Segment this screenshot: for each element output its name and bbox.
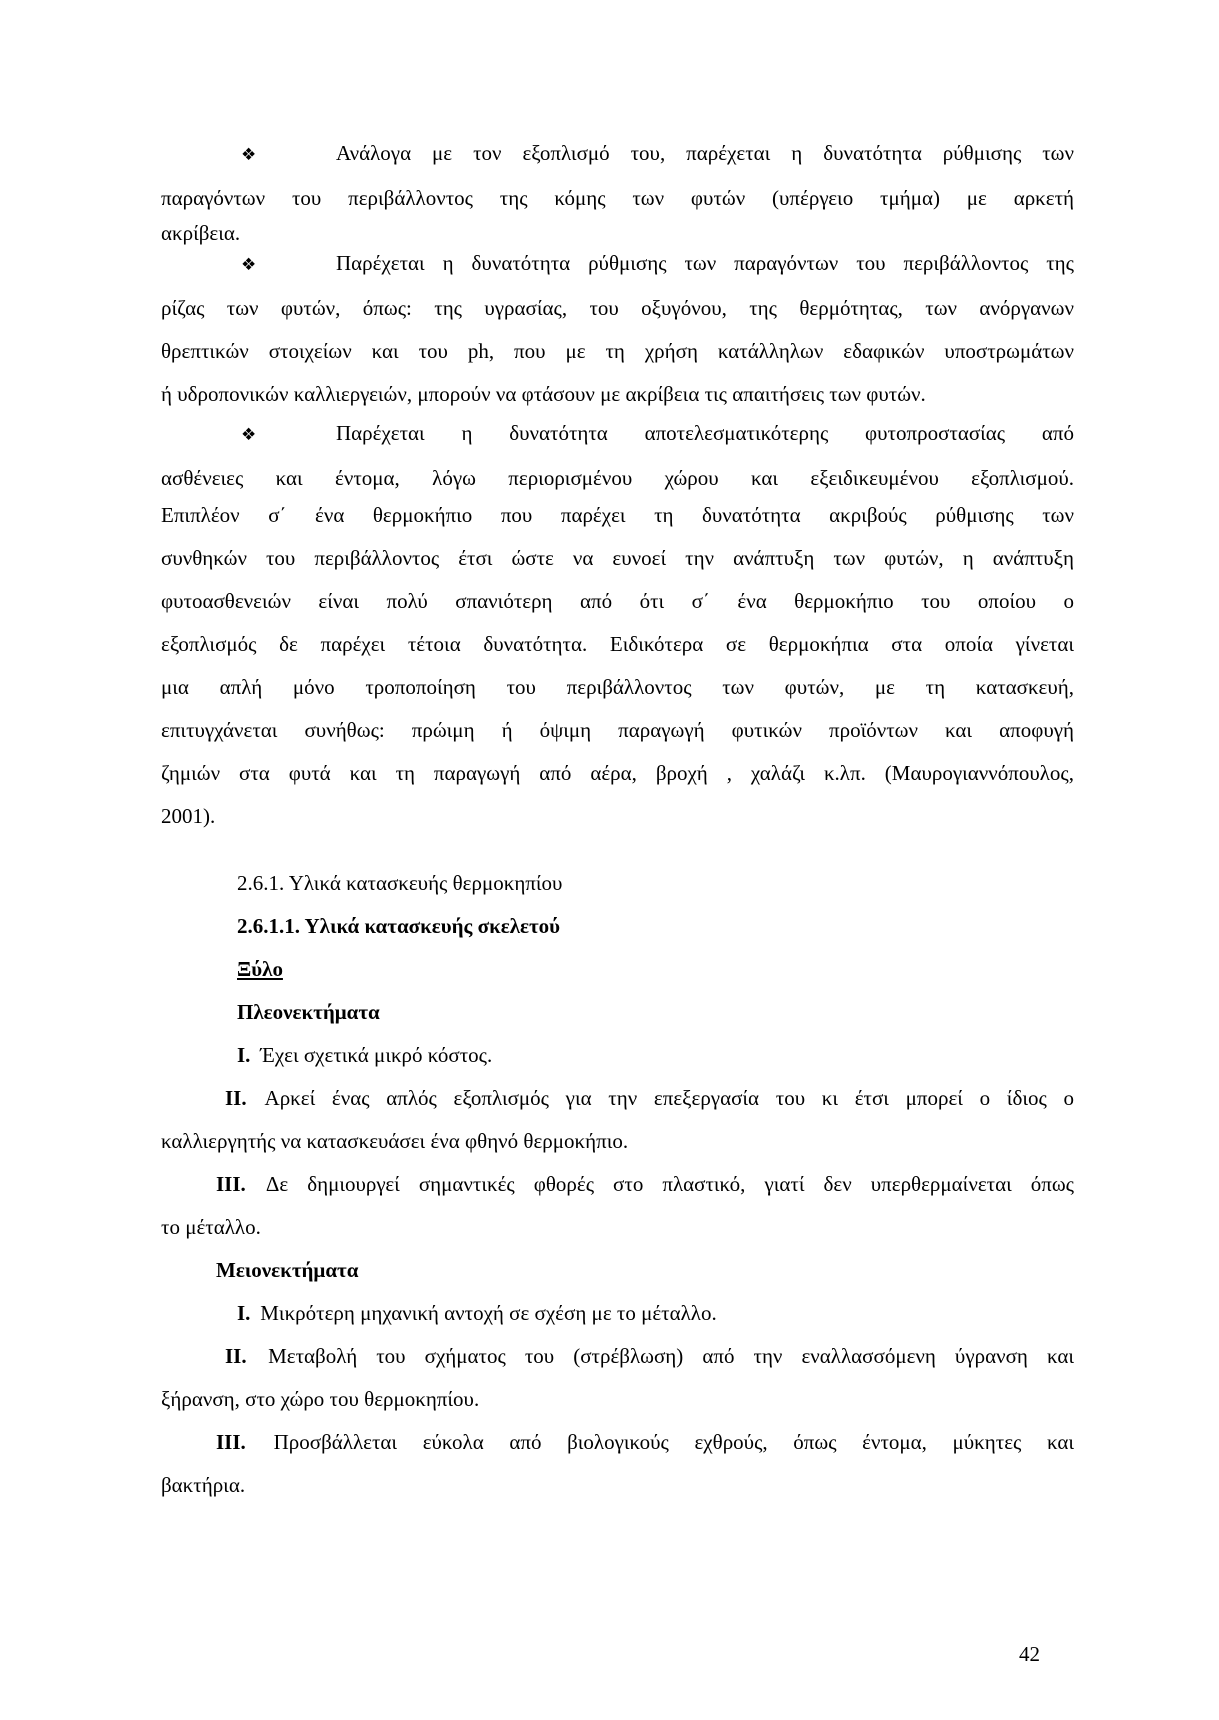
list-item-cont: καλλιεργητής να κατασκευάσει ένα φθηνό θερμοκήπιο. <box>161 1129 629 1153</box>
paragraph-line: συνθηκών του περιβάλλοντος έτσι ώστε να ευνοεί την ανάπτυξη των φυτών, η ανάπτυξη <box>161 546 1074 570</box>
list-item <box>161 1292 1074 1335</box>
list-item-cont: βακτήρια. <box>161 1473 246 1497</box>
bullet-line: ασθένειες και έντομα, λόγω περιορισμένου χώρου και εξειδικευμένου εξοπλισμού. <box>161 466 1074 490</box>
paragraph-line: 2001). <box>161 804 216 828</box>
section-heading: 2.6.1. Υλικά κατασκευής θερμοκηπίου <box>237 871 563 895</box>
list-item <box>161 1077 1074 1120</box>
advantages-list <box>161 1034 1074 1249</box>
diamond-bullet-icon: ❖ <box>241 425 257 445</box>
section-block <box>161 862 1074 1034</box>
paragraph-line: φυτοασθενειών είναι πολύ σπανιότερη από ότι σ΄ ένα θερμοκήπιο του οποίου ο <box>161 589 1074 613</box>
disadvantages-title: Μειονεκτήματα <box>216 1258 359 1282</box>
list-item <box>161 1034 1074 1077</box>
roman-numeral: III. <box>216 1172 246 1196</box>
list-item <box>161 1421 1074 1464</box>
paragraph-line: επιτυγχάνεται συνήθως: πρώιμη ή όψιμη παραγωγή φυτικών προϊόντων και αποφυγή <box>161 718 1074 742</box>
disadvantages-list <box>161 1292 1074 1507</box>
list-item <box>161 1335 1074 1378</box>
bullet-line <box>161 242 1074 287</box>
bullet-line: ή υδροπονικών καλλιεργειών, μπορούν να φτάσουν με ακρίβεια τις απαιτήσεις των φυτών. <box>161 382 926 406</box>
roman-numeral: II. <box>225 1086 247 1110</box>
bullet-line: θρεπτικών στοιχείων και του ph, που με τη χρήση κατάλληλων εδαφικών υποστρωμάτων <box>161 339 1074 363</box>
list-item-text: Μικρότερη μηχανική αντοχή σε σχέση με το μέταλλο. <box>260 1301 717 1325</box>
roman-numeral: I. <box>237 1043 251 1067</box>
roman-numeral: III. <box>216 1430 246 1454</box>
bullet-item-3 <box>161 412 1074 500</box>
paragraph-line: ζημιών στα φυτά και τη παραγωγή από αέρα, βροχή , χαλάζι κ.λπ. (Μαυρογιαννόπουλος, <box>161 761 1074 785</box>
roman-numeral: II. <box>225 1344 247 1368</box>
list-item-text: Δε δημιουργεί σημαντικές φθορές στο πλαστικό, γιατί δεν υπερθερμαίνεται όπως <box>265 1172 1074 1196</box>
list-item-cont: ξήρανση, στο χώρο του θερμοκηπίου. <box>161 1387 480 1411</box>
paragraph-line: μια απλή μόνο τροποποίηση του περιβάλλοντος των φυτών, με τη κατασκευή, <box>161 675 1074 699</box>
bullet-item-2 <box>161 242 1074 416</box>
list-item-cont: το μέταλλο. <box>161 1215 261 1239</box>
paragraph-line: Επιπλέον σ΄ ένα θερμοκήπιο που παρέχει τη δυνατότητα ακριβούς ρύθμισης των <box>161 503 1074 527</box>
bullet-text: Παρέχεται η δυνατότητα ρύθμισης των παραγόντων του περιβάλλοντος της <box>336 251 1074 275</box>
list-item-text: Έχει σχετικά μικρό κόστος. <box>260 1043 493 1067</box>
subsection-heading: 2.6.1.1. Υλικά κατασκευής σκελετού <box>237 914 561 938</box>
diamond-bullet-icon: ❖ <box>241 255 257 275</box>
bullet-text: Παρέχεται η δυνατότητα αποτελεσματικότερης φυτοπροστασίας από <box>336 421 1074 445</box>
bullet-line <box>161 132 1074 177</box>
bullet-line <box>161 412 1074 457</box>
page-content <box>161 132 1074 1507</box>
bullet-line: ρίζας των φυτών, όπως: της υγρασίας, του οξυγόνου, της θερμότητας, των ανόργανων <box>161 296 1074 320</box>
bullet-text: Ανάλογα με τον εξοπλισμό του, παρέχεται η δυνατότητα ρύθμισης των <box>336 141 1074 165</box>
advantages-title: Πλεονεκτήματα <box>237 1000 380 1024</box>
page-number: 42 <box>1019 1642 1040 1666</box>
diamond-bullet-icon: ❖ <box>241 145 257 165</box>
body-paragraph <box>161 494 1074 838</box>
paragraph-line: εξοπλισμός δε παρέχει τέτοια δυνατότητα. Ειδικότερα σε θερμοκήπια στα οποία γίνεται <box>161 632 1074 656</box>
list-item-text: Μεταβολή του σχήματος του (στρέβλωση) από την εναλλασσόμενη ύγρανση και <box>268 1344 1075 1368</box>
roman-numeral: I. <box>237 1301 251 1325</box>
bullet-item-1 <box>161 132 1074 255</box>
list-item-text: Αρκεί ένας απλός εξοπλισμός για την επεξεργασία του κι έτσι μπορεί ο ίδιος ο <box>264 1086 1074 1110</box>
bullet-line: ακρίβεια. <box>161 221 241 245</box>
list-item-text: Προσβάλλεται εύκολα από βιολογικούς εχθρούς, όπως έντομα, μύκητες και <box>273 1430 1075 1454</box>
list-item <box>161 1163 1074 1206</box>
material-title: Ξύλο <box>237 957 283 981</box>
bullet-line: παραγόντων του περιβάλλοντος της κόμης των φυτών (υπέργειο τμήμα) με αρκετή <box>161 186 1074 210</box>
